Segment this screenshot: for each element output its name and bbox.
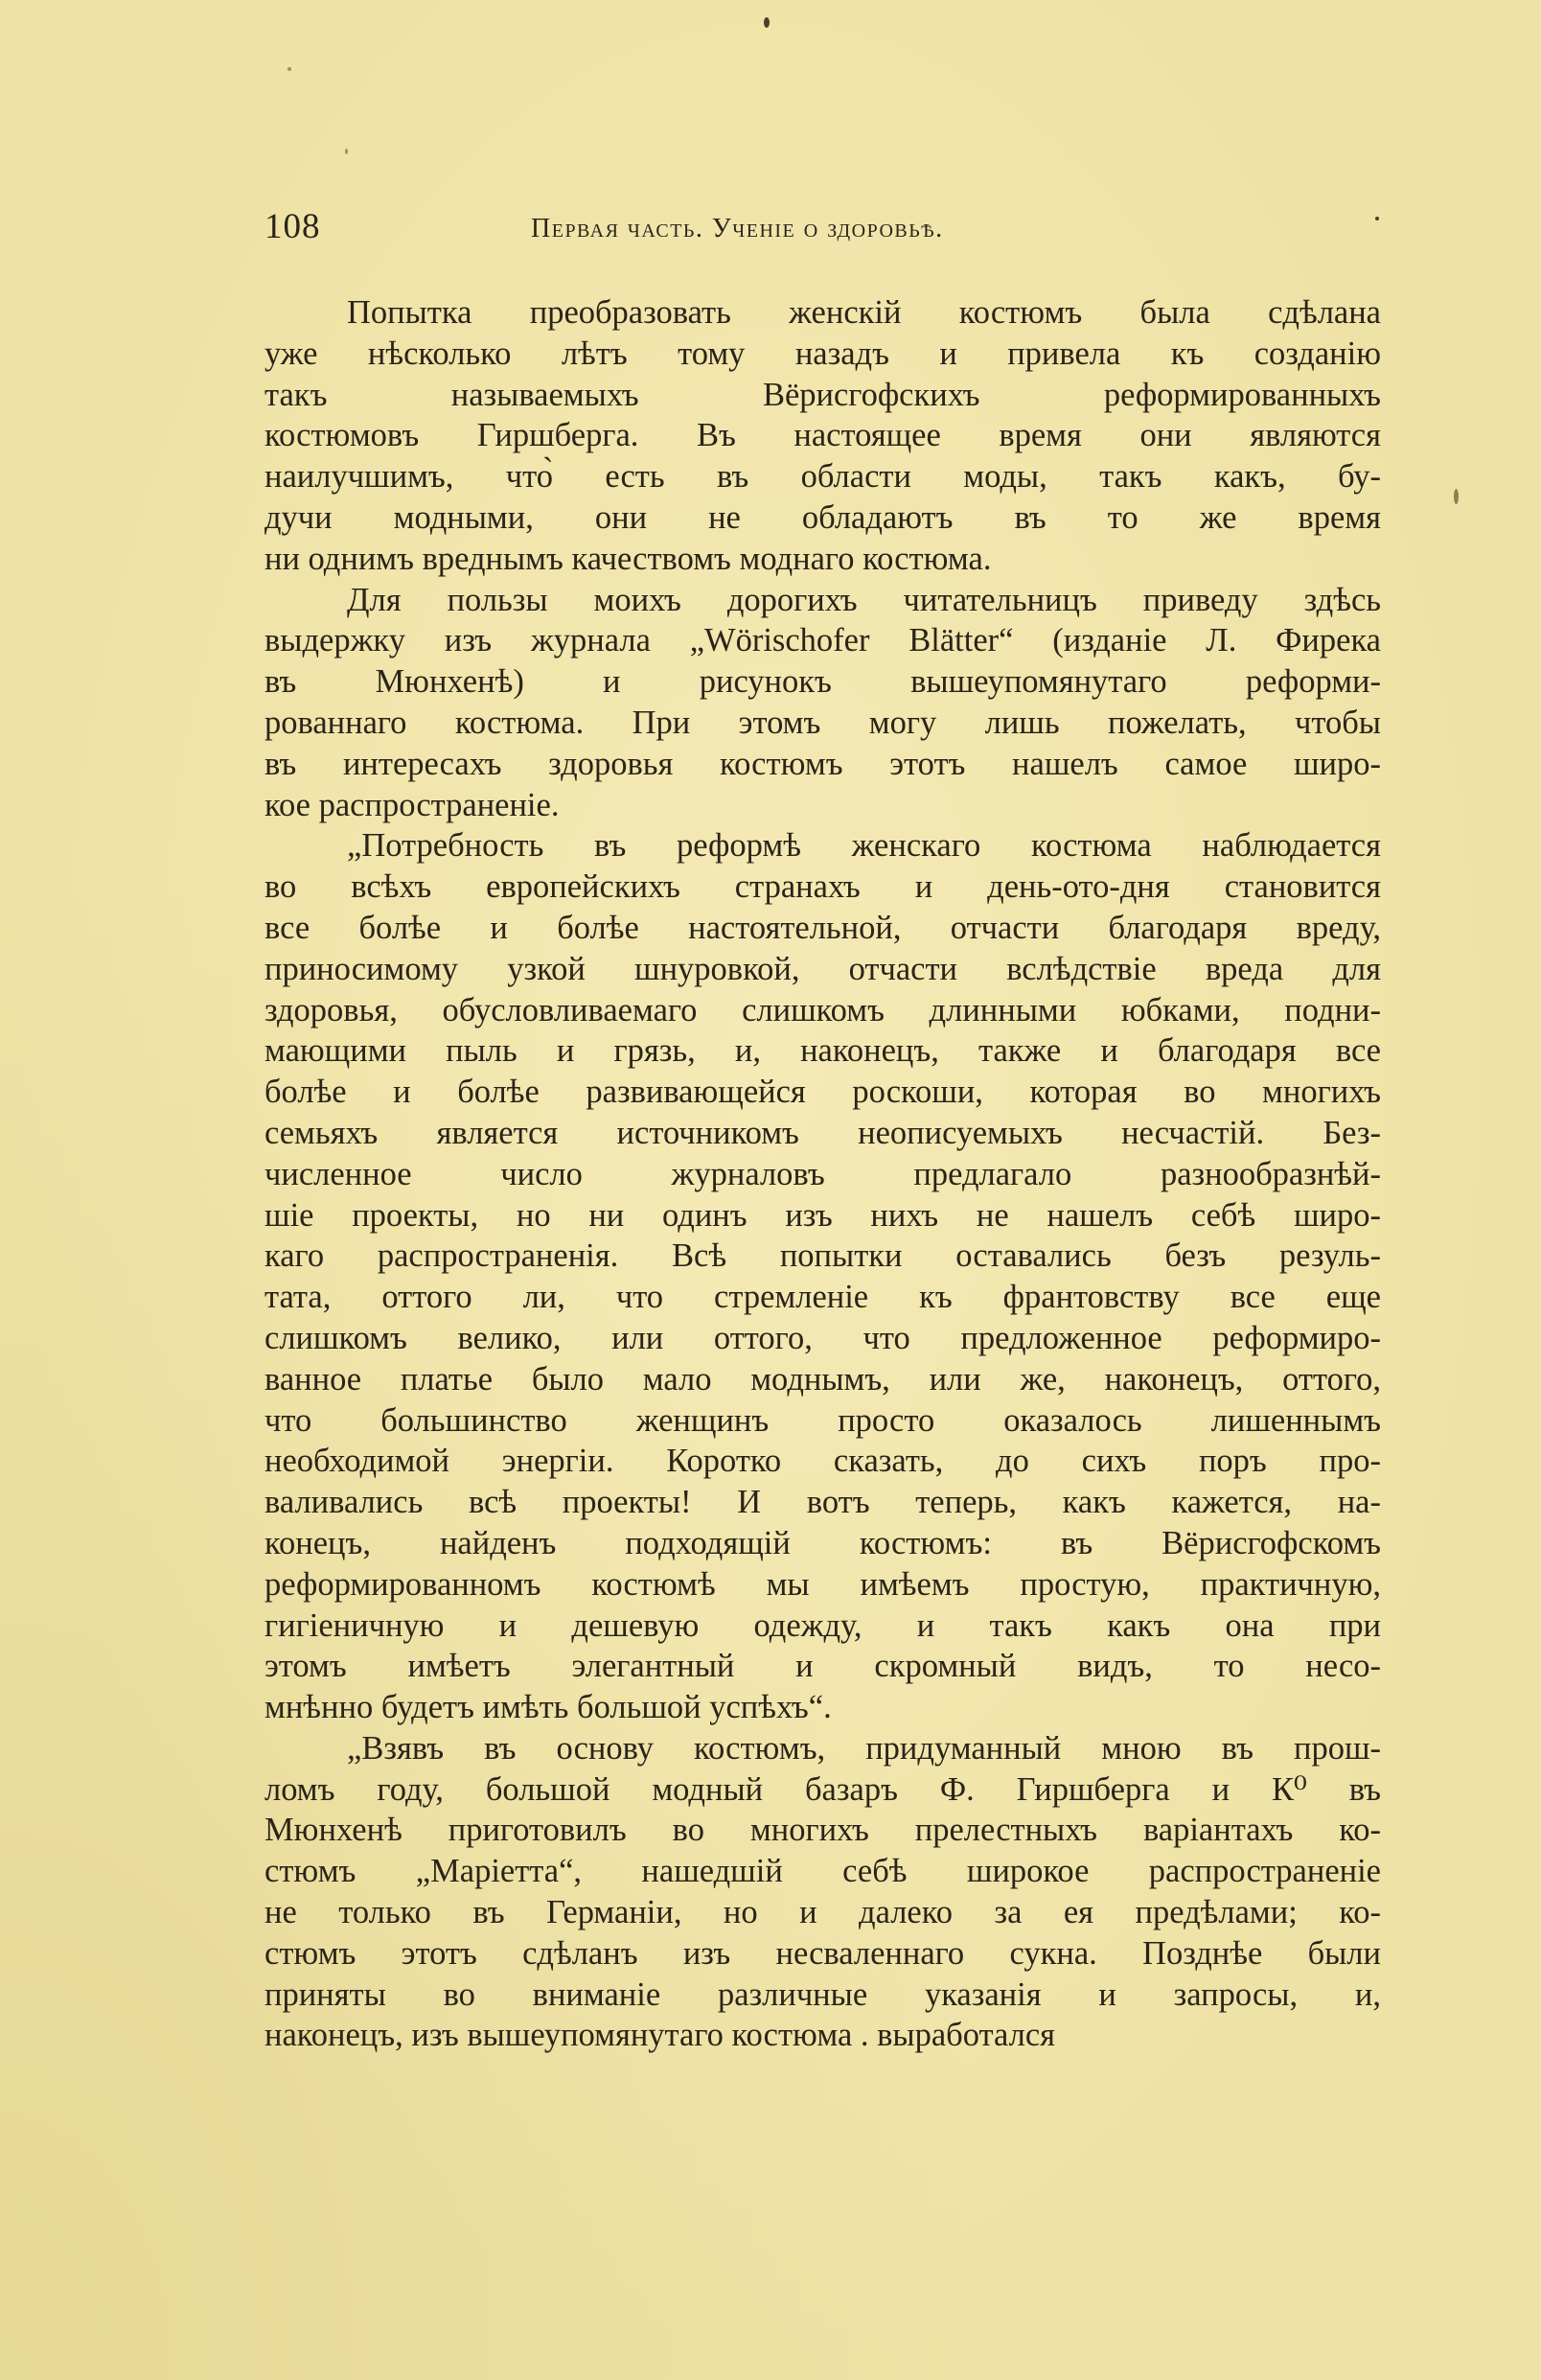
text-line: реформированномъ костюмѣ мы имѣемъ простую, практичную,: [264, 1565, 1381, 1603]
text-line: что большинство женщинъ просто оказалось лишеннымъ: [264, 1401, 1381, 1439]
text-line: стюмъ „Маріетта“, нашедшій себѣ широкое распространеніе: [264, 1853, 1381, 1890]
text-line: этомъ имѣетъ элегантный и скромный видъ, то несо-: [264, 1648, 1381, 1685]
text-line: болѣе и болѣе развивающейся роскоши, которая во многихъ: [264, 1074, 1381, 1111]
text-line: приняты во вниманіе различные указанія и запросы, и,: [264, 1976, 1381, 2013]
text-line: численное число журналовъ предлагало разнообразнѣй-: [264, 1155, 1381, 1192]
text-line: не только въ Германіи, но и далеко за ея предѣлами; ко-: [264, 1894, 1381, 1931]
text-line: выдержку изъ журнала „Wörischofer Blätter“ (изданіе Л. Фирека: [264, 622, 1381, 659]
text-line: мнѣнно будетъ имѣть большой успѣхъ“.: [264, 1689, 832, 1726]
ink-speck: [1454, 489, 1459, 504]
text-line: стюмъ этотъ сдѣланъ изъ несваленнаго сукна. Позднѣе были: [264, 1934, 1381, 1972]
text-line: уже нѣсколько лѣтъ тому назадъ и привела къ созданію: [264, 335, 1381, 372]
text-line: гигіеничную и дешевую одежду, и такъ какъ она при: [264, 1606, 1381, 1644]
text-line: Мюнхенѣ приготовилъ во многихъ прелестныхъ варіантахъ ко-: [264, 1812, 1381, 1849]
text-line: мающими пыль и грязь, и, наконецъ, также и благодаря все: [264, 1032, 1381, 1070]
text-line: въ интересахъ здоровья костюмъ этотъ нашелъ самое широ-: [264, 745, 1381, 782]
text-line: дучи модными, они не обладаютъ въ то же время: [264, 498, 1381, 536]
text-line: Попытка преобразовать женскій костюмъ была сдѣлана: [347, 294, 1381, 331]
text-line: здоровья, обусловливаемаго слишкомъ длинными юбками, подни-: [264, 991, 1381, 1028]
text-line: тата, оттого ли, что стремленіе къ франтовству все еще: [264, 1279, 1381, 1316]
text-line: такъ называемыхъ Вёрисгофскихъ реформированныхъ: [264, 376, 1381, 413]
page-header: [264, 206, 1381, 254]
text-line: Для пользы моихъ дорогихъ читательницъ приведу здѣсь: [347, 581, 1381, 618]
paragraph: [264, 292, 1381, 580]
text-line: во всѣхъ европейскихъ странахъ и день-ото-дня становится: [264, 868, 1381, 906]
text-line: „Взявъ въ основу костюмъ, придуманный мною въ прош-: [347, 1729, 1381, 1767]
page-number: 108: [264, 207, 321, 246]
text-line: ни однимъ вреднымъ качествомъ моднаго костюма.: [264, 540, 992, 577]
text-line: семьяхъ является источникомъ неописуемыхъ несчастій. Без-: [264, 1114, 1381, 1151]
text-line: каго распространенія. Всѣ попытки оставались безъ резуль-: [264, 1237, 1381, 1275]
text-line: костюмовъ Гиршберга. Въ настоящее время они являются: [264, 417, 1381, 454]
ink-speck: [345, 149, 348, 154]
text-line: ломъ году, большой модный базаръ Ф. Гиршберга и К⁰ въ: [264, 1770, 1381, 1808]
paragraph: [264, 825, 1381, 1728]
text-line: слишкомъ велико, или оттого, что предложенное реформиро-: [264, 1319, 1381, 1356]
body-text: [264, 292, 1381, 2056]
text-line: въ Мюнхенѣ) и рисунокъ вышеупомянутаго реформи-: [264, 663, 1381, 701]
text-line: наилучшимъ, что̀ есть въ области моды, такъ какъ, бу-: [264, 458, 1381, 496]
text-line: кое распространеніе.: [264, 786, 560, 823]
text-line: приносимому узкой шнуровкой, отчасти вслѣдствіе вреда для: [264, 950, 1381, 987]
paragraph: [264, 1728, 1381, 2056]
text-line: „Потребность въ реформѣ женскаго костюма наблюдается: [347, 827, 1381, 865]
running-head: Первая часть. Ученіе о здоровьѣ.: [531, 214, 944, 243]
ink-speck: [764, 17, 770, 28]
text-line: шіе проекты, но ни одинъ изъ нихъ не нашелъ себѣ широ-: [264, 1196, 1381, 1234]
ink-speck: [288, 67, 291, 71]
paragraph: [264, 580, 1381, 826]
text-line: конецъ, найденъ подходящій костюмъ: въ Вёрисгофскомъ: [264, 1524, 1381, 1561]
text-line: наконецъ, изъ вышеупомянутаго костюма . выработался: [264, 2017, 1056, 2054]
text-line: валивались всѣ проекты! И вотъ теперь, какъ кажется, на-: [264, 1484, 1381, 1521]
text-line: все болѣе и болѣе настоятельной, отчасти благодаря вреду,: [264, 909, 1381, 946]
text-line: необходимой энергіи. Коротко сказать, до сихъ поръ про-: [264, 1443, 1381, 1480]
ink-speck: [1375, 217, 1379, 220]
text-line: ванное платье было мало моднымъ, или же, наконецъ, оттого,: [264, 1360, 1381, 1398]
text-line: рованнаго костюма. При этомъ могу лишь пожелать, чтобы: [264, 704, 1381, 741]
